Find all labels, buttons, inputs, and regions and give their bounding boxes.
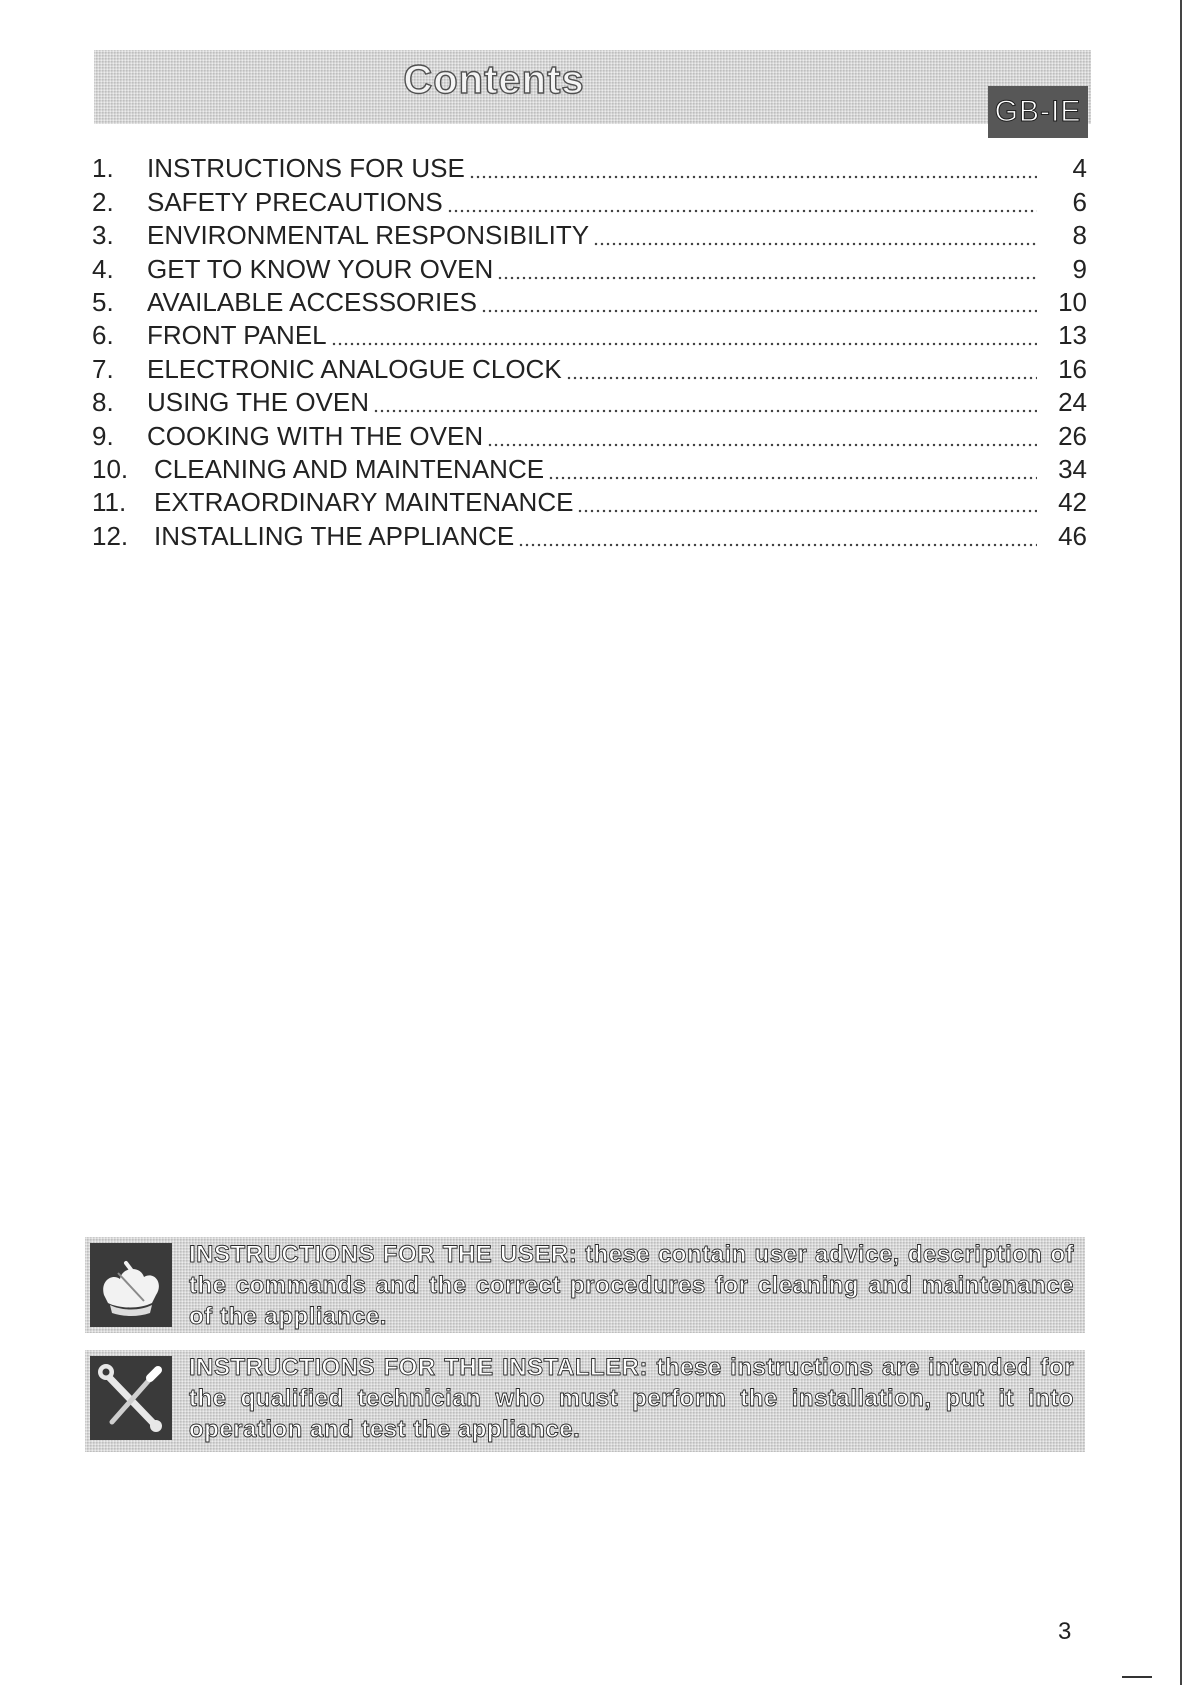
contents-header — [94, 50, 1091, 128]
toc-entry[interactable] — [92, 417, 1087, 450]
toc-entry[interactable] — [92, 484, 1087, 517]
dot-leader — [447, 189, 1037, 213]
installer-instructions-note — [85, 1350, 1085, 1452]
toc-entry-number: 7. — [92, 353, 114, 384]
toc-entry[interactable] — [92, 250, 1087, 283]
toc-entry-page: 6 — [1072, 186, 1087, 217]
toc-entry-number: 1. — [92, 153, 114, 184]
toc-entry-title: EXTRAORDINARY MAINTENANCE — [154, 487, 574, 518]
toc-entry[interactable] — [92, 183, 1087, 216]
dot-leader — [548, 456, 1037, 480]
toc-entry-number: 9. — [92, 420, 114, 451]
installer-instructions-text: INSTRUCTIONS FOR THE INSTALLER: these instructions are intended for the qualified technician who must perform the installation, put it into operation and test the appliance. — [189, 1354, 1074, 1443]
toc-entry-page: 42 — [1058, 487, 1087, 518]
toc-entry[interactable] — [92, 150, 1087, 183]
toc-entry-number: 3. — [92, 220, 114, 251]
toc-entry-title: INSTRUCTIONS FOR USE — [147, 153, 465, 184]
user-instructions-note — [85, 1237, 1085, 1333]
toc-entry-number: 5. — [92, 286, 114, 317]
dot-leader — [481, 289, 1037, 313]
wrench-screwdriver-icon — [90, 1356, 172, 1440]
toc-entry-number: 2. — [92, 186, 114, 217]
toc-entry-title: ENVIRONMENTAL RESPONSIBILITY — [147, 220, 590, 251]
language-badge — [988, 86, 1088, 138]
page-edge-line — [1180, 0, 1182, 1685]
toc-entry[interactable] — [92, 217, 1087, 250]
chef-hat-icon — [90, 1243, 172, 1327]
toc-entry-page: 16 — [1058, 353, 1087, 384]
toc-entry[interactable] — [92, 517, 1087, 550]
toc-entry-page: 4 — [1072, 153, 1087, 184]
dot-leader — [469, 155, 1037, 179]
dot-leader — [566, 356, 1037, 380]
toc-entry-title: FRONT PANEL — [147, 320, 327, 351]
page-number: 3 — [1058, 1618, 1072, 1645]
toc-entry-title: CLEANING AND MAINTENANCE — [154, 453, 545, 484]
dot-leader — [577, 489, 1037, 513]
toc-entry-title: SAFETY PRECAUTIONS — [147, 186, 443, 217]
toc-entry-title: USING THE OVEN — [147, 387, 370, 418]
toc-entry[interactable] — [92, 451, 1087, 484]
toc-entry[interactable] — [92, 350, 1087, 383]
toc-entry-number: 11. — [92, 487, 127, 518]
dot-leader — [497, 256, 1037, 280]
toc-entry-title: COOKING WITH THE OVEN — [147, 420, 484, 451]
toc-entry[interactable] — [92, 284, 1087, 317]
toc-entry-title: AVAILABLE ACCESSORIES — [147, 286, 477, 317]
toc-entry-page: 13 — [1058, 320, 1087, 351]
table-of-contents — [92, 150, 1087, 551]
toc-entry-page: 8 — [1072, 220, 1087, 251]
toc-entry-number: 4. — [92, 253, 114, 284]
dot-leader — [593, 222, 1037, 246]
toc-entry-title: INSTALLING THE APPLIANCE — [154, 520, 515, 551]
toc-entry-page: 9 — [1072, 253, 1087, 284]
toc-entry-page: 10 — [1058, 286, 1087, 317]
dot-leader — [373, 389, 1037, 413]
scan-edge-mark — [1122, 1676, 1152, 1682]
dot-leader — [487, 423, 1037, 447]
toc-entry-page: 24 — [1058, 387, 1087, 418]
toc-entry-page: 26 — [1058, 420, 1087, 451]
toc-entry-number: 6. — [92, 320, 114, 351]
toc-entry-title: ELECTRONIC ANALOGUE CLOCK — [147, 353, 562, 384]
toc-entry[interactable] — [92, 317, 1087, 350]
dot-leader — [518, 523, 1037, 547]
language-badge-label: GB-IE — [994, 95, 1082, 128]
toc-entry[interactable] — [92, 384, 1087, 417]
toc-entry-number: 12. — [92, 520, 129, 551]
page-title: Contents — [403, 58, 585, 102]
dot-leader — [331, 322, 1037, 346]
toc-entry-page: 46 — [1058, 520, 1087, 551]
toc-entry-number: 10. — [92, 453, 129, 484]
toc-entry-number: 8. — [92, 387, 114, 418]
toc-entry-page: 34 — [1058, 453, 1087, 484]
toc-entry-title: GET TO KNOW YOUR OVEN — [147, 253, 494, 284]
user-instructions-text: INSTRUCTIONS FOR THE USER: these contain user advice, description of the commands and the correct procedures for cleaning and maintenance of the appliance. — [189, 1241, 1074, 1330]
